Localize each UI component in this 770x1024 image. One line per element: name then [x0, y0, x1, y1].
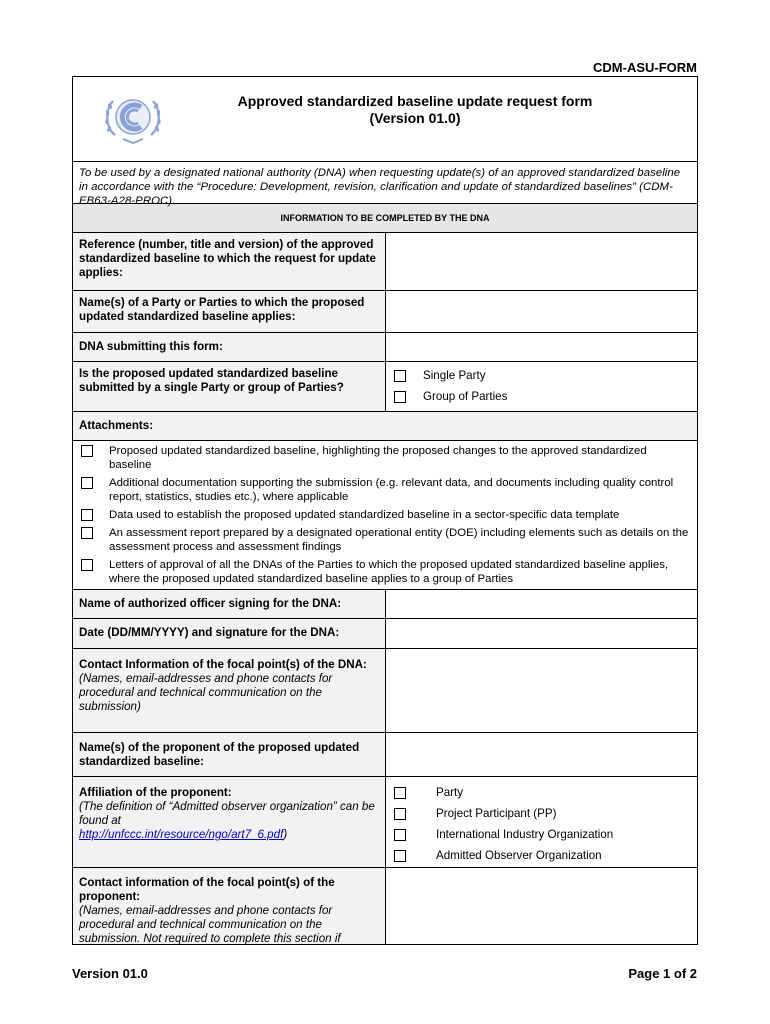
parties-row	[73, 291, 697, 333]
affiliation-row	[73, 777, 697, 868]
form-title-block	[73, 93, 697, 127]
contact-dna-label	[73, 649, 386, 732]
affiliation-title: Affiliation of the proponent:	[79, 786, 232, 799]
parties-label: Name(s) of a Party or Parties to which the proposed updated standardized baseline applies:	[73, 291, 386, 332]
option-party-label: Party	[436, 786, 464, 799]
contact-dna-field[interactable]	[386, 649, 697, 732]
date-row	[73, 619, 697, 649]
option-project-participant[interactable]	[392, 803, 691, 824]
attachment-item[interactable]	[79, 526, 691, 554]
officer-field[interactable]	[386, 590, 697, 618]
option-international-industry-label: International Industry Organization	[436, 828, 614, 841]
attachment-checkbox[interactable]	[81, 445, 93, 457]
contact-proponent-title: Contact information of the focal point(s) of the proponent:	[79, 876, 335, 903]
single-or-group-options	[386, 362, 697, 411]
attachments-list	[73, 441, 697, 590]
reference-field[interactable]	[386, 233, 697, 290]
contact-dna-title: Contact Information of the focal point(s) of the DNA:	[79, 658, 367, 671]
attachment-checkbox[interactable]	[81, 477, 93, 489]
option-group-of-parties-label: Group of Parties	[423, 390, 508, 403]
contact-dna-row	[73, 649, 697, 733]
checkbox-group-of-parties[interactable]	[394, 391, 406, 403]
form-header	[73, 77, 697, 162]
contact-proponent-label	[73, 868, 386, 944]
attachment-checkbox[interactable]	[81, 559, 93, 571]
contact-proponent-row	[73, 868, 697, 944]
date-label: Date (DD/MM/YYYY) and signature for the DNA:	[73, 619, 386, 648]
single-or-group-row	[73, 362, 697, 412]
attachment-text: Proposed updated standardized baseline, highlighting the proposed changes to the approved standardized baseline	[109, 445, 647, 471]
checkbox-single-party[interactable]	[394, 370, 406, 382]
proponent-label: Name(s) of the proponent of the proposed updated standardized baseline:	[73, 733, 386, 776]
affiliation-close: )	[283, 828, 288, 841]
affiliation-options	[386, 777, 697, 867]
attachment-checkbox[interactable]	[81, 527, 93, 539]
form-version-line: (Version 01.0)	[369, 110, 461, 126]
reference-row	[73, 233, 697, 291]
attachment-text: Additional documentation supporting the submission (e.g. relevant data, and documents including quality control report, statistics, studies etc.), where applicable	[109, 477, 674, 503]
parties-field[interactable]	[386, 291, 697, 332]
form-title: Approved standardized baseline update request form	[237, 93, 593, 109]
contact-proponent-note: (Names, email-addresses and phone contacts for procedural and technical communication on the submission. Not required to complete this section if	[79, 904, 341, 945]
officer-row	[73, 590, 697, 619]
affiliation-label	[73, 777, 386, 867]
option-group-of-parties[interactable]	[392, 386, 691, 407]
contact-proponent-field[interactable]	[386, 868, 697, 944]
contact-dna-note: (Names, email-addresses and phone contacts for procedural and technical communication on the submission)	[79, 672, 333, 713]
affiliation-note-text: (The definition of “Admitted observer organization” can be found at	[79, 800, 375, 827]
date-signature-field[interactable]	[386, 619, 697, 648]
dna-label: DNA submitting this form:	[73, 333, 386, 361]
attachment-text: An assessment report prepared by a designated operational entity (DOE) including elements such as details on the assessment process and assessment findings	[109, 527, 689, 553]
option-project-participant-label: Project Participant (PP)	[436, 807, 557, 820]
form-code: CDM-ASU-FORM	[593, 60, 697, 75]
attachment-item[interactable]	[79, 476, 691, 504]
affiliation-note	[79, 800, 379, 842]
attachment-item[interactable]	[79, 558, 691, 586]
affiliation-link[interactable]: http://unfccc.int/resource/ngo/art7_6.pdf	[79, 828, 284, 841]
footer-version: Version 01.0	[72, 966, 148, 981]
checkbox-international-industry[interactable]	[394, 829, 406, 841]
proponent-row	[73, 733, 697, 777]
attachment-item[interactable]	[79, 508, 691, 522]
checkbox-project-participant[interactable]	[394, 808, 406, 820]
dna-row	[73, 333, 697, 362]
attachment-checkbox[interactable]	[81, 509, 93, 521]
footer-page-number: Page 1 of 2	[628, 966, 697, 981]
checkbox-party[interactable]	[394, 787, 406, 799]
attachment-item[interactable]	[79, 444, 691, 472]
checkbox-admitted-observer[interactable]	[394, 850, 406, 862]
attachment-text: Data used to establish the proposed updated standardized baseline in a sector-specific data template	[109, 509, 620, 521]
reference-label: Reference (number, title and version) of the approved standardized baseline to which the request for update applies:	[73, 233, 386, 290]
single-or-group-label: Is the proposed updated standardized baseline submitted by a single Party or group of Parties?	[73, 362, 386, 411]
option-party[interactable]	[392, 782, 691, 803]
officer-label: Name of authorized officer signing for the DNA:	[73, 590, 386, 618]
request-form	[72, 76, 698, 945]
option-admitted-observer[interactable]	[392, 845, 691, 866]
attachments-label: Attachments:	[73, 412, 697, 441]
section-heading: INFORMATION TO BE COMPLETED BY THE DNA	[73, 204, 697, 233]
option-single-party-label: Single Party	[423, 369, 486, 382]
dna-field[interactable]	[386, 333, 697, 361]
option-international-industry[interactable]	[392, 824, 691, 845]
option-single-party[interactable]	[392, 365, 691, 386]
proponent-field[interactable]	[386, 733, 697, 776]
intro-text: To be used by a designated national authority (DNA) when requesting update(s) of an approved standardized baseline in accordance with the “Procedure: Development, revision, clarification and update of standardized baselines” (CDM-EB63-A28-PROC).	[73, 162, 697, 204]
option-admitted-observer-label: Admitted Observer Organization	[436, 849, 602, 862]
attachment-text: Letters of approval of all the DNAs of the Parties to which the proposed updated standardized baseline applies, where the proposed updated standardized baseline applies to a group of Parties	[109, 559, 669, 585]
